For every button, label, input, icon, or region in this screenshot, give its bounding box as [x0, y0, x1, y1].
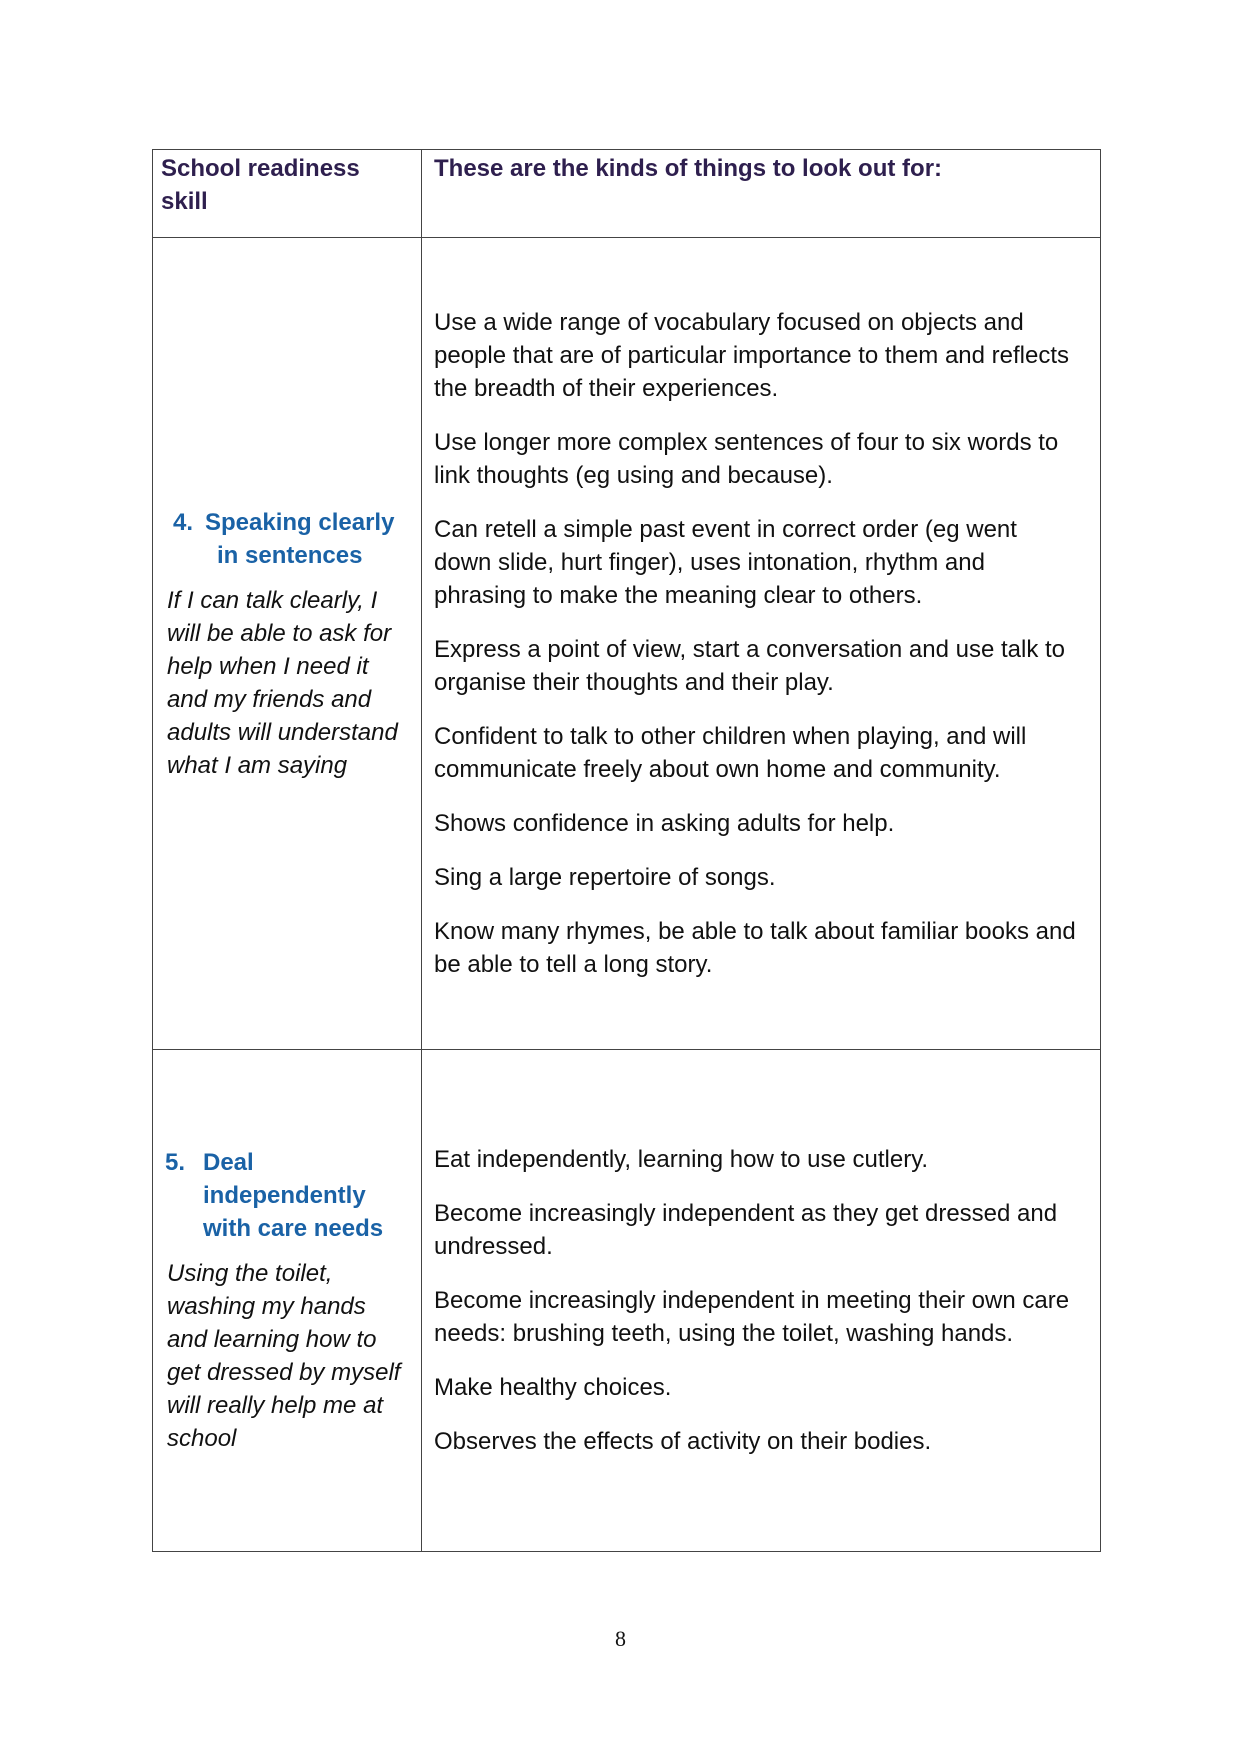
list-item: Express a point of view, start a conversation and use talk to organise their thoughts and their play. [434, 636, 1066, 696]
skill-number: 5. [165, 1149, 186, 1176]
skill-quote: Using the toilet, washing my hands and learning how to get dressed by myself will really help me at school [167, 1260, 401, 1452]
list-item: Confident to talk to other children when playing, and will communicate freely about own home and community. [434, 723, 1027, 783]
list-item: Know many rhymes, be able to talk about familiar books and be able to tell a long story. [434, 918, 1076, 978]
table-header-row [153, 150, 1101, 238]
page-number: 8 [615, 1626, 626, 1651]
skill-quote: If I can talk clearly, I will be able to ask for help when I need it and my friends and adults will understand what I am saying [167, 586, 398, 779]
list-item: Use a wide range of vocabulary focused on objects and people that are of particular importance to them and reflects the breadth of their experiences. [434, 309, 1070, 402]
header-skill: School readiness skill [153, 150, 422, 238]
list-item: Can retell a simple past event in correct order (eg went down slide, hurt finger), uses intonation, rhythm and phrasing to make the meaning clear to others. [434, 516, 1017, 609]
skill-title-line: in sentences [217, 541, 363, 569]
list-item: Sing a large repertoire of songs. [434, 864, 776, 891]
table-row [153, 238, 1101, 1050]
list-item: Use longer more complex sentences of four to six words to link thoughts (eg using and because). [434, 429, 1059, 489]
skill-heading [165, 506, 411, 572]
look-out-cell-speaking [422, 238, 1101, 1050]
list-item: Shows confidence in asking adults for help. [434, 810, 895, 837]
header-look-out: These are the kinds of things to look out for: [422, 150, 1101, 238]
school-readiness-table [152, 149, 1101, 1552]
table-row [153, 1050, 1101, 1552]
list-item: Observes the effects of activity on their bodies. [434, 1428, 932, 1455]
list-item: Eat independently, learning how to use cutlery. [434, 1146, 929, 1173]
skill-number: 4. [173, 508, 194, 536]
list-item: Become increasingly independent in meeting their own care needs: brushing teeth, using the toilet, washing hands. [434, 1287, 1070, 1347]
list-item: Make healthy choices. [434, 1374, 672, 1401]
skill-title-line: Speaking clearly [205, 508, 395, 536]
skill-cell-speaking [153, 238, 422, 1050]
skill-title: Deal independently with care needs [203, 1149, 384, 1242]
skill-heading [165, 1146, 411, 1245]
list-item: Become increasingly independent as they get dressed and undressed. [434, 1200, 1058, 1260]
look-out-cell-care [422, 1050, 1101, 1552]
skill-cell-care [153, 1050, 422, 1552]
